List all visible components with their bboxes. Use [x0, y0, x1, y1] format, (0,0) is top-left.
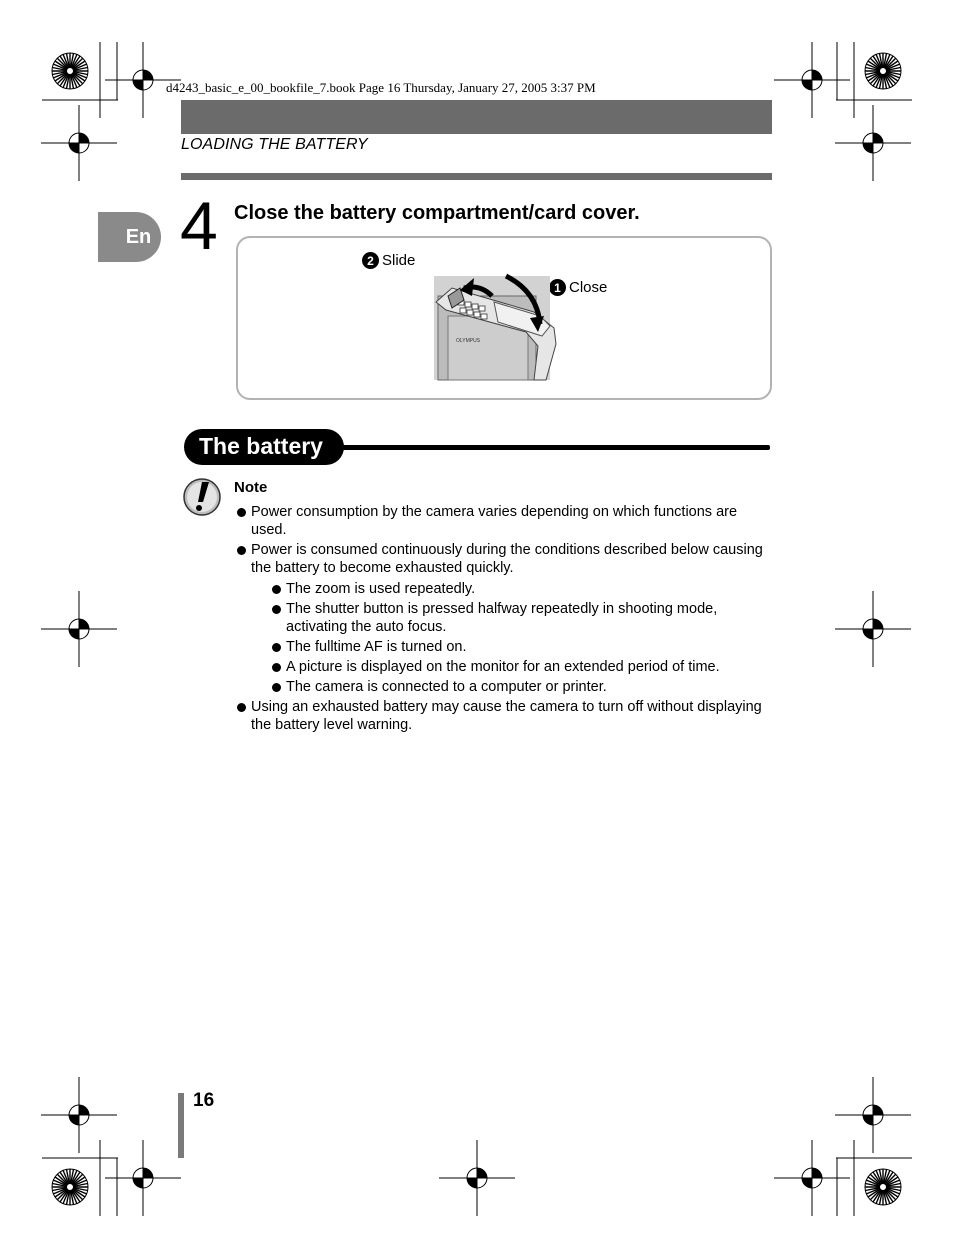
- note-sub-bullet: The zoom is used repeatedly.: [271, 580, 776, 598]
- section-rule: [181, 173, 772, 180]
- callout-slide-label: Slide: [382, 252, 416, 269]
- note-bullet-list: [236, 503, 776, 736]
- camera-brand-text: OLYMPUS: [456, 338, 481, 344]
- page-number: 16: [193, 1090, 215, 1111]
- print-file-info: d4243_basic_e_00_bookfile_7.book Page 16 Thursday, January 27, 2005 3:37 PM: [166, 80, 596, 95]
- note-bullet: Using an exhausted battery may cause the camera to turn off without displaying the battery level warning.: [236, 698, 776, 734]
- note-warning-icon: [182, 477, 222, 517]
- section-heading-rule: [330, 445, 770, 450]
- note-sub-bullet: The camera is connected to a computer or printer.: [271, 678, 776, 696]
- callout-slide: [362, 252, 415, 269]
- note-bullet: Power is consumed continuously during the conditions described below causing the battery to become exhausted quickly.: [236, 541, 776, 577]
- section-title: LOADING THE BATTERY: [181, 136, 368, 153]
- note-sub-bullet: The fulltime AF is turned on.: [271, 638, 776, 656]
- note-sub-list: [271, 580, 776, 696]
- note-sub-bullet: A picture is displayed on the monitor for an extended period of time.: [271, 658, 776, 676]
- page-number-bar: [178, 1093, 184, 1158]
- header-band: [181, 100, 772, 134]
- camera-battery-cover-illustration: [434, 266, 562, 382]
- note-label: Note: [234, 479, 268, 496]
- step-title: Close the battery compartment/card cover.: [234, 202, 640, 224]
- callout-number-1: 1: [549, 279, 566, 296]
- callout-number-2: 2: [362, 252, 379, 269]
- section-heading-battery: The battery: [184, 429, 344, 465]
- step-number: 4: [180, 188, 218, 264]
- note-bullet: Power consumption by the camera varies depending on which functions are used.: [236, 503, 776, 539]
- language-tab: En: [98, 212, 161, 262]
- callout-close-label: Close: [569, 279, 608, 296]
- note-sub-bullet: The shutter button is pressed halfway repeatedly in shooting mode, activating the auto focus.: [271, 600, 776, 636]
